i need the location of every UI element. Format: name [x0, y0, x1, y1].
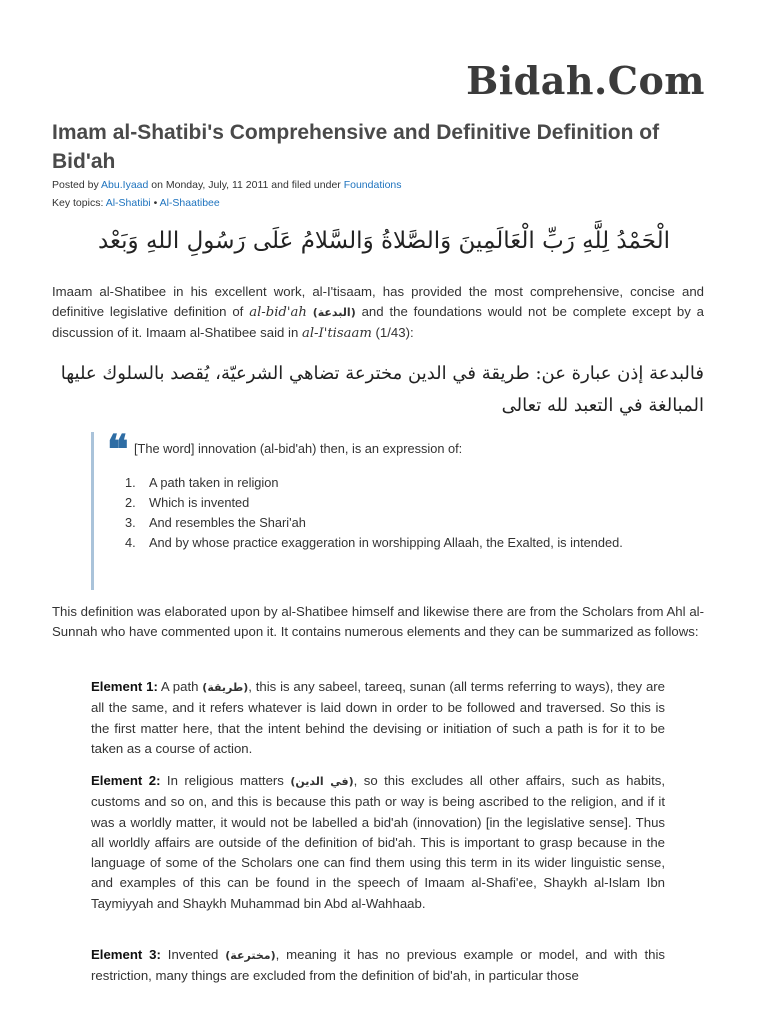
blockquote [91, 426, 674, 590]
intro-text-2: and the foundations would not be complete except by a discussion of it. Imaam al-Shatibee said in [52, 304, 704, 340]
book-title: al-I'tisaam [301, 326, 372, 341]
post-meta [52, 179, 402, 191]
post-date: on Monday, July, 11 2011 and filed under [148, 179, 344, 191]
key-topics-label: Key topics: [52, 197, 106, 209]
key-topics [52, 197, 220, 209]
list-item [125, 493, 665, 513]
list-item [125, 533, 665, 553]
elaboration-paragraph: This definition was elaborated upon by al-Shatibee himself and likewise there are from the Scholars from Ahl al-Sunnah who have commented upon it. It contains numerous elements and they can be summarized as follows: [52, 604, 704, 639]
element-3-paragraph [91, 945, 665, 987]
posted-by-label: Posted by [52, 179, 102, 191]
list-number: 1. [125, 475, 136, 490]
term-arabic: (البدعة) [312, 306, 356, 319]
category-link[interactable]: Foundations [343, 179, 402, 191]
intro-text-1: Imaam al-Shatibee in his excellent work, al-I'tisaam, has provided the most comprehensive, concise and definitive legislative definition of [52, 284, 704, 319]
element-label: Element 1: [91, 679, 158, 694]
list-number: 4. [125, 535, 136, 550]
element-label: Element 2: [91, 773, 161, 788]
arabic-quote: فالبدعة إذن عبارة عن: طريقة في الدين مخترعة تضاهي الشرعيّة، يُقصد بالسلوك عليها المبالغة في التعبد لله تعالى [60, 363, 704, 416]
element-text: A path [157, 679, 203, 694]
author-link[interactable]: Abu.Iyaad [101, 179, 149, 191]
list-number: 3. [125, 515, 136, 530]
element-arabic: (طريقة) [202, 681, 249, 694]
element-arabic: (في الدين) [290, 775, 354, 788]
article-title: Imam al-Shatibi's Comprehensive and Definitive Definition of Bid'ah [52, 121, 660, 173]
list-number: 2. [125, 495, 136, 510]
element-label: Element 3: [91, 947, 161, 962]
element-1-paragraph [91, 677, 665, 759]
element-2-paragraph [91, 771, 665, 914]
blockquote-lead: [The word] innovation (al-bid'ah) then, is an expression of: [134, 441, 463, 456]
list-text: And resembles the Shari'ah [149, 515, 306, 530]
intro-ref: (1/43): [371, 325, 414, 340]
element-arabic: (مخترعة) [225, 949, 276, 962]
list-item [125, 513, 665, 533]
topic-link-al-shatibi[interactable]: Al-Shatibi [105, 197, 151, 209]
quote-mark-icon: ❝ [107, 426, 129, 473]
element-text: Invented [160, 947, 226, 962]
site-logo[interactable]: Bidah.Com [466, 58, 705, 103]
arabic-opening: الْحَمْدُ لِلَّهِ رَبِّ الْعَالَمِينَ وَالصَّلاةُ وَالسَّلامُ عَلَى رَسُولِ اللهِ وَبَعْد [97, 228, 671, 254]
list-text: A path taken in religion [149, 475, 279, 490]
topic-link-al-shaatibee[interactable]: Al-Shaatibee [159, 197, 220, 209]
list-text: Which is invented [149, 495, 250, 510]
definition-list [125, 473, 665, 553]
element-text: , so this excludes all other affairs, such as habits, customs and so on, and this is because this path or way is being ascribed to the religion, and if it was a worldly matter, it would not be labelled a bid'ah (innovation) [in the legislative sense]. Thus all worldly affairs are outside of the definition of bid'ah. This is important to grasp because in the language of some of the Scholars one can find them using this term in its wider linguistic sense, and examples of this can be found in the speech of Imaam al-Shafi'ee, Shaykh al-Islam Ibn Taymiyyah and Shaykh Muhammad bin Abd al-Wahhaab. [91, 773, 666, 911]
element-text: , this is any sabeel, tareeq, sunan (all terms referring to ways), they are all the same, and it refers whatever is laid down in order to be followed and traversed. So this is the first matter here, that the intent behind the devising or initiation of such a path is for it to be taken as a course of action. [91, 679, 666, 756]
intro-paragraph [52, 282, 704, 344]
list-text: And by whose practice exaggeration in worshipping Allaah, the Exalted, is intended. [149, 535, 623, 550]
element-text: , meaning it has no previous example or model, and with this restriction, many things are excluded from the definition of bid'ah, in particular those [91, 947, 665, 984]
element-text: In religious matters [160, 773, 291, 788]
topic-separator: • [150, 197, 160, 209]
list-item [125, 473, 665, 493]
term-bidah: al-bid'ah [249, 305, 307, 320]
